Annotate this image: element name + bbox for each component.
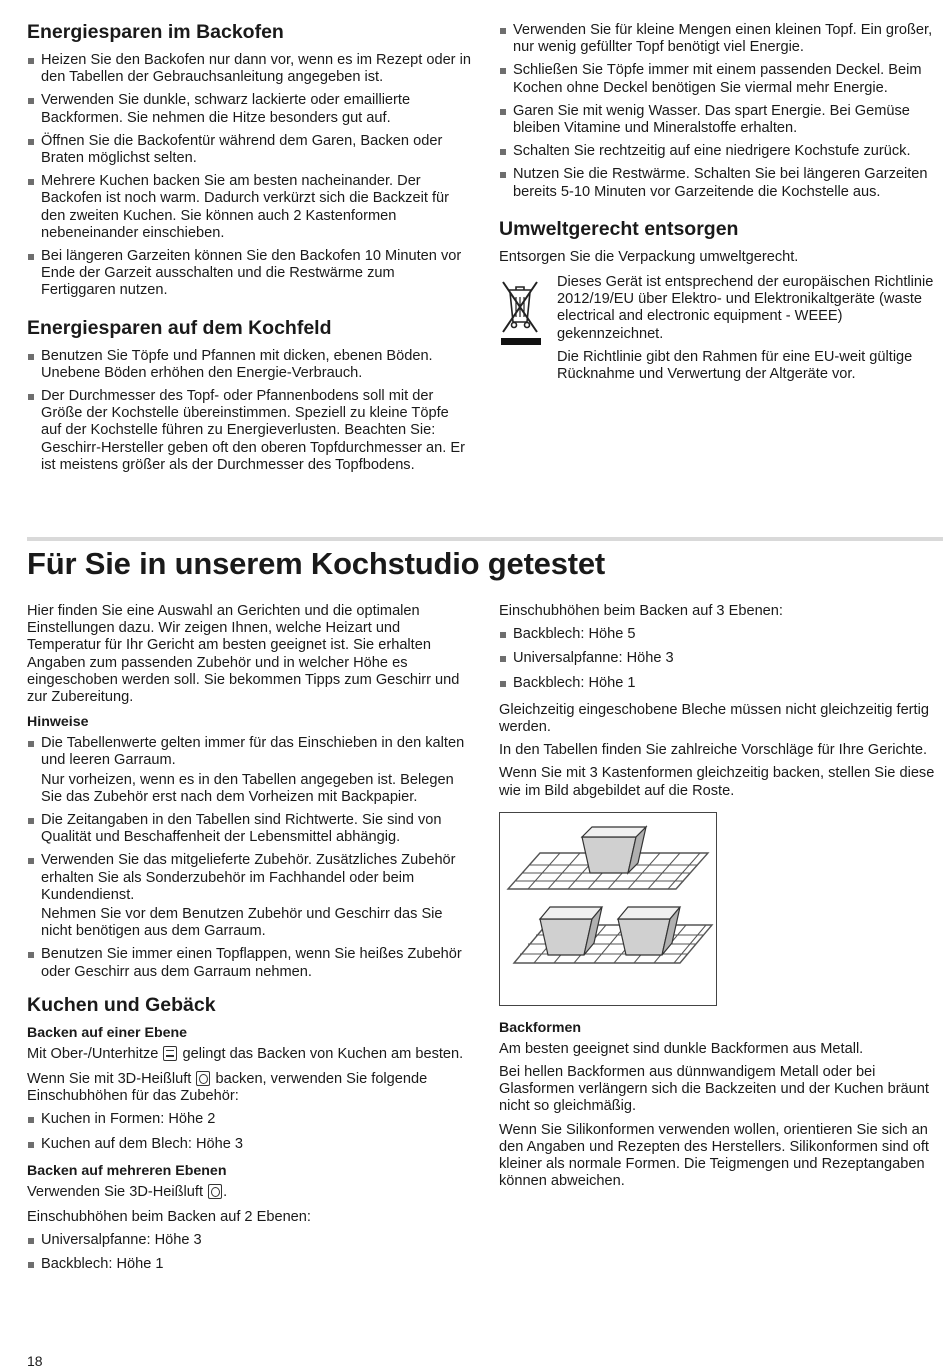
hinweis-text: Die Zeitangaben in den Tabellen sind Richtwerte. Sie sind von Qualität und Beschaffenheit der Lebensmittel abhängig.: [41, 812, 442, 846]
top-right-column: [499, 22, 944, 389]
paragraph: Bei hellen Backformen aus dünnwandigem Metall oder bei Glasformen verlängern sich die Backzeiten und der Kuchen bräunt nicht so gleichmäßig.: [499, 1064, 929, 1115]
section-title-kuchen-gebaeck: Kuchen und Gebäck: [27, 993, 216, 1016]
list-item: Backblech: Höhe 1: [499, 675, 944, 692]
einer-paragraph-2: Wenn Sie mit 3D-Heißluft backen, verwenden Sie folgende Einschubhöhen für das Zubehör:: [27, 1071, 428, 1105]
paragraph: Wenn Sie mit 3 Kastenformen gleichzeitig backen, stellen Sie diese wie im Bild abgebildet auf die Roste.: [499, 765, 935, 799]
list-item: Öffnen Sie die Backofentür während dem Garen, Backen oder Braten möglichst selten.: [27, 133, 472, 167]
list-item: Mehrere Kuchen backen Sie am besten nacheinander. Der Backofen ist noch warm. Dadurch verkürzt sich die Backzeit für den zweiten Kuchen. Sie können auch 2 Kastenformen nebeneinander einschieben.: [27, 173, 472, 242]
list-item: Benutzen Sie Töpfe und Pfannen mit dicken, ebenen Böden. Unebene Böden erhöhen den Energie-Verbrauch.: [27, 348, 472, 382]
list-item: Universalpfanne: Höhe 3: [499, 650, 944, 667]
top-bottom-heat-icon: [163, 1046, 177, 1061]
backen-mehreren-ebenen-heading: Backen auf mehreren Ebenen: [27, 1162, 227, 1179]
list-item: Universalpfanne: Höhe 3: [27, 1232, 472, 1249]
paragraph: Gleichzeitig eingeschobene Bleche müssen nicht gleichzeitig fertig werden.: [499, 701, 929, 736]
intro-paragraph: Hier finden Sie eine Auswahl an Gerichten und die optimalen Einstellungen dazu. Wir zeigen Ihnen, welche Heizart und Temperatur für Ihr Gericht am besten geeignet ist. Sie erhalten Angaben zum passenden Zubehör und in welcher Höhe es eingeschoben werden soll. Sie bekommen Tipps zum Geschirr und zur Zubereitung.: [27, 603, 460, 706]
list-item: Verwenden Sie für kleine Mengen einen kleinen Topf. Ein großer, nur wenig gefüllter Topf benötigt viel Energie.: [499, 22, 944, 56]
loaf-tins-on-wire-racks-illustration: [499, 812, 717, 1006]
drei-ebenen-list: [499, 626, 944, 692]
list-item: Kuchen in Formen: Höhe 2: [27, 1111, 472, 1128]
kochfeld-tips-list-continued: [499, 22, 944, 201]
hinweis-text: Benutzen Sie immer einen Topflappen, wenn Sie heißes Zubehör oder Geschirr aus dem Garraum nehmen.: [41, 946, 462, 980]
3d-hot-air-icon: [196, 1071, 210, 1086]
bottom-right-column: [499, 603, 944, 1196]
bottom-left-column: [27, 603, 472, 1281]
list-item: Backblech: Höhe 1: [27, 1256, 472, 1273]
top-left-column: [27, 20, 472, 480]
list-item: Heizen Sie den Backofen nur dann vor, wenn es im Rezept oder in den Tabellen der Gebrauchsanleitung angegeben ist.: [27, 52, 472, 86]
list-item: Nutzen Sie die Restwärme. Schalten Sie bei längeren Garzeiten bereits 5-10 Minuten vor Garzeitende die Kochstelle aus.: [499, 166, 944, 200]
paragraph: Am besten geeignet sind dunkle Backformen aus Metall.: [499, 1040, 864, 1057]
section-title-energiesparen-kochfeld: Energiesparen auf dem Kochfeld: [27, 316, 332, 339]
list-item: [27, 735, 472, 806]
crossed-out-wheelie-bin-icon: [499, 276, 543, 348]
page-title: Für Sie in unserem Kochstudio getestet: [27, 546, 606, 581]
list-item: Der Durchmesser des Topf- oder Pfannenbodens soll mit der Größe der Kochstelle übereinstimmen. Speziell zu kleine Töpfe auf der Kochstelle führen zu Energieverlusten. Beachten Sie: Geschirr-Hersteller geben oft den oberen Topfdurchmesser an. Er ist meistens größer als der Durchmesser des Topfbodens.: [27, 388, 472, 474]
section-title-energiesparen-backofen: Energiesparen im Backofen: [27, 21, 284, 43]
weee-paragraph-1: Dieses Gerät ist entsprechend der europäischen Richtlinie 2012/19/EU über Elektro- und Elektronikaltgeräte (waste electrical and electronic equipment - WEEE) gekennzeichnet.: [557, 274, 934, 342]
list-item: Kuchen auf dem Blech: Höhe 3: [27, 1136, 472, 1153]
einer-list: [27, 1111, 472, 1152]
list-item: Schalten Sie rechtzeitig auf eine niedrigere Kochstufe zurück.: [499, 143, 944, 160]
list-item: Garen Sie mit wenig Wasser. Das spart Energie. Bei Gemüse bleiben Vitamine und Mineralstoffe erhalten.: [499, 103, 944, 137]
backformen-heading: Backformen: [499, 1019, 582, 1036]
env-intro: Entsorgen Sie die Verpackung umweltgerecht.: [499, 248, 799, 265]
weee-paragraph-2: Die Richtlinie gibt den Rahmen für eine EU-weit gültige Rücknahme und Verwertung der Altgeräte vor.: [557, 348, 913, 383]
paragraph: In den Tabellen finden Sie zahlreiche Vorschläge für Ihre Gerichte.: [499, 742, 928, 759]
backen-einer-ebene-heading: Backen auf einer Ebene: [27, 1024, 188, 1041]
list-item: [27, 812, 472, 846]
hinweise-list: [27, 735, 472, 981]
list-item: [27, 946, 472, 980]
hinweise-heading: Hinweise: [27, 714, 89, 731]
einer-paragraph-1: Mit Ober-/Unterhitze gelingt das Backen von Kuchen am besten.: [27, 1045, 464, 1062]
weee-block: [499, 274, 944, 383]
drei-ebenen-intro: Einschubhöhen beim Backen auf 3 Ebenen:: [499, 603, 783, 619]
backofen-tips-list: [27, 52, 472, 300]
zwei-ebenen-intro: Einschubhöhen beim Backen auf 2 Ebenen:: [27, 1209, 311, 1226]
paragraph: Wenn Sie Silikonformen verwenden wollen, orientieren Sie sich an den Angaben und Rezepten des Herstellers. Silikonformen sind oft kleiner als normale Formen. Die Teigmengen und Rezeptangaben können abweichen.: [499, 1121, 929, 1190]
hinweis-text: Die Tabellenwerte gelten immer für das Einschieben in den kalten und leeren Garraum.: [41, 735, 465, 769]
page-number: 18: [27, 1353, 43, 1369]
zwei-ebenen-list: [27, 1232, 472, 1273]
list-item: Verwenden Sie dunkle, schwarz lackierte oder emaillierte Backformen. Sie nehmen die Hitze besonders gut auf.: [27, 92, 472, 126]
list-item: Backblech: Höhe 5: [499, 626, 944, 643]
list-item: Schließen Sie Töpfe immer mit einem passenden Deckel. Beim Kochen ohne Deckel benötigen Sie viermal mehr Energie.: [499, 62, 944, 96]
section-divider: [27, 537, 943, 541]
hinweis-text: Verwenden Sie das mitgelieferte Zubehör. Zusätzliches Zubehör erhalten Sie als Sonderzubehör im Fachhandel oder beim Kundendienst.: [41, 852, 456, 903]
hinweis-subtext: Nehmen Sie vor dem Benutzen Zubehör und Geschirr das Sie nicht benötigen aus dem Garraum.: [41, 906, 443, 940]
mehreren-paragraph: Verwenden Sie 3D-Heißluft .: [27, 1183, 228, 1200]
hinweis-subtext: Nur vorheizen, wenn es in den Tabellen angegeben ist. Belegen Sie das Zubehör erst nach dem Vorheizen mit Backpapier.: [41, 771, 454, 805]
3d-hot-air-icon: [208, 1184, 222, 1199]
list-item: [27, 852, 472, 940]
section-title-umweltgerecht-entsorgen: Umweltgerecht entsorgen: [499, 217, 739, 240]
kochfeld-tips-list: [27, 348, 472, 474]
list-item: Bei längeren Garzeiten können Sie den Backofen 10 Minuten vor Ende der Garzeit ausschalten und die Restwärme zum Fertiggaren nutzen.: [27, 248, 472, 300]
